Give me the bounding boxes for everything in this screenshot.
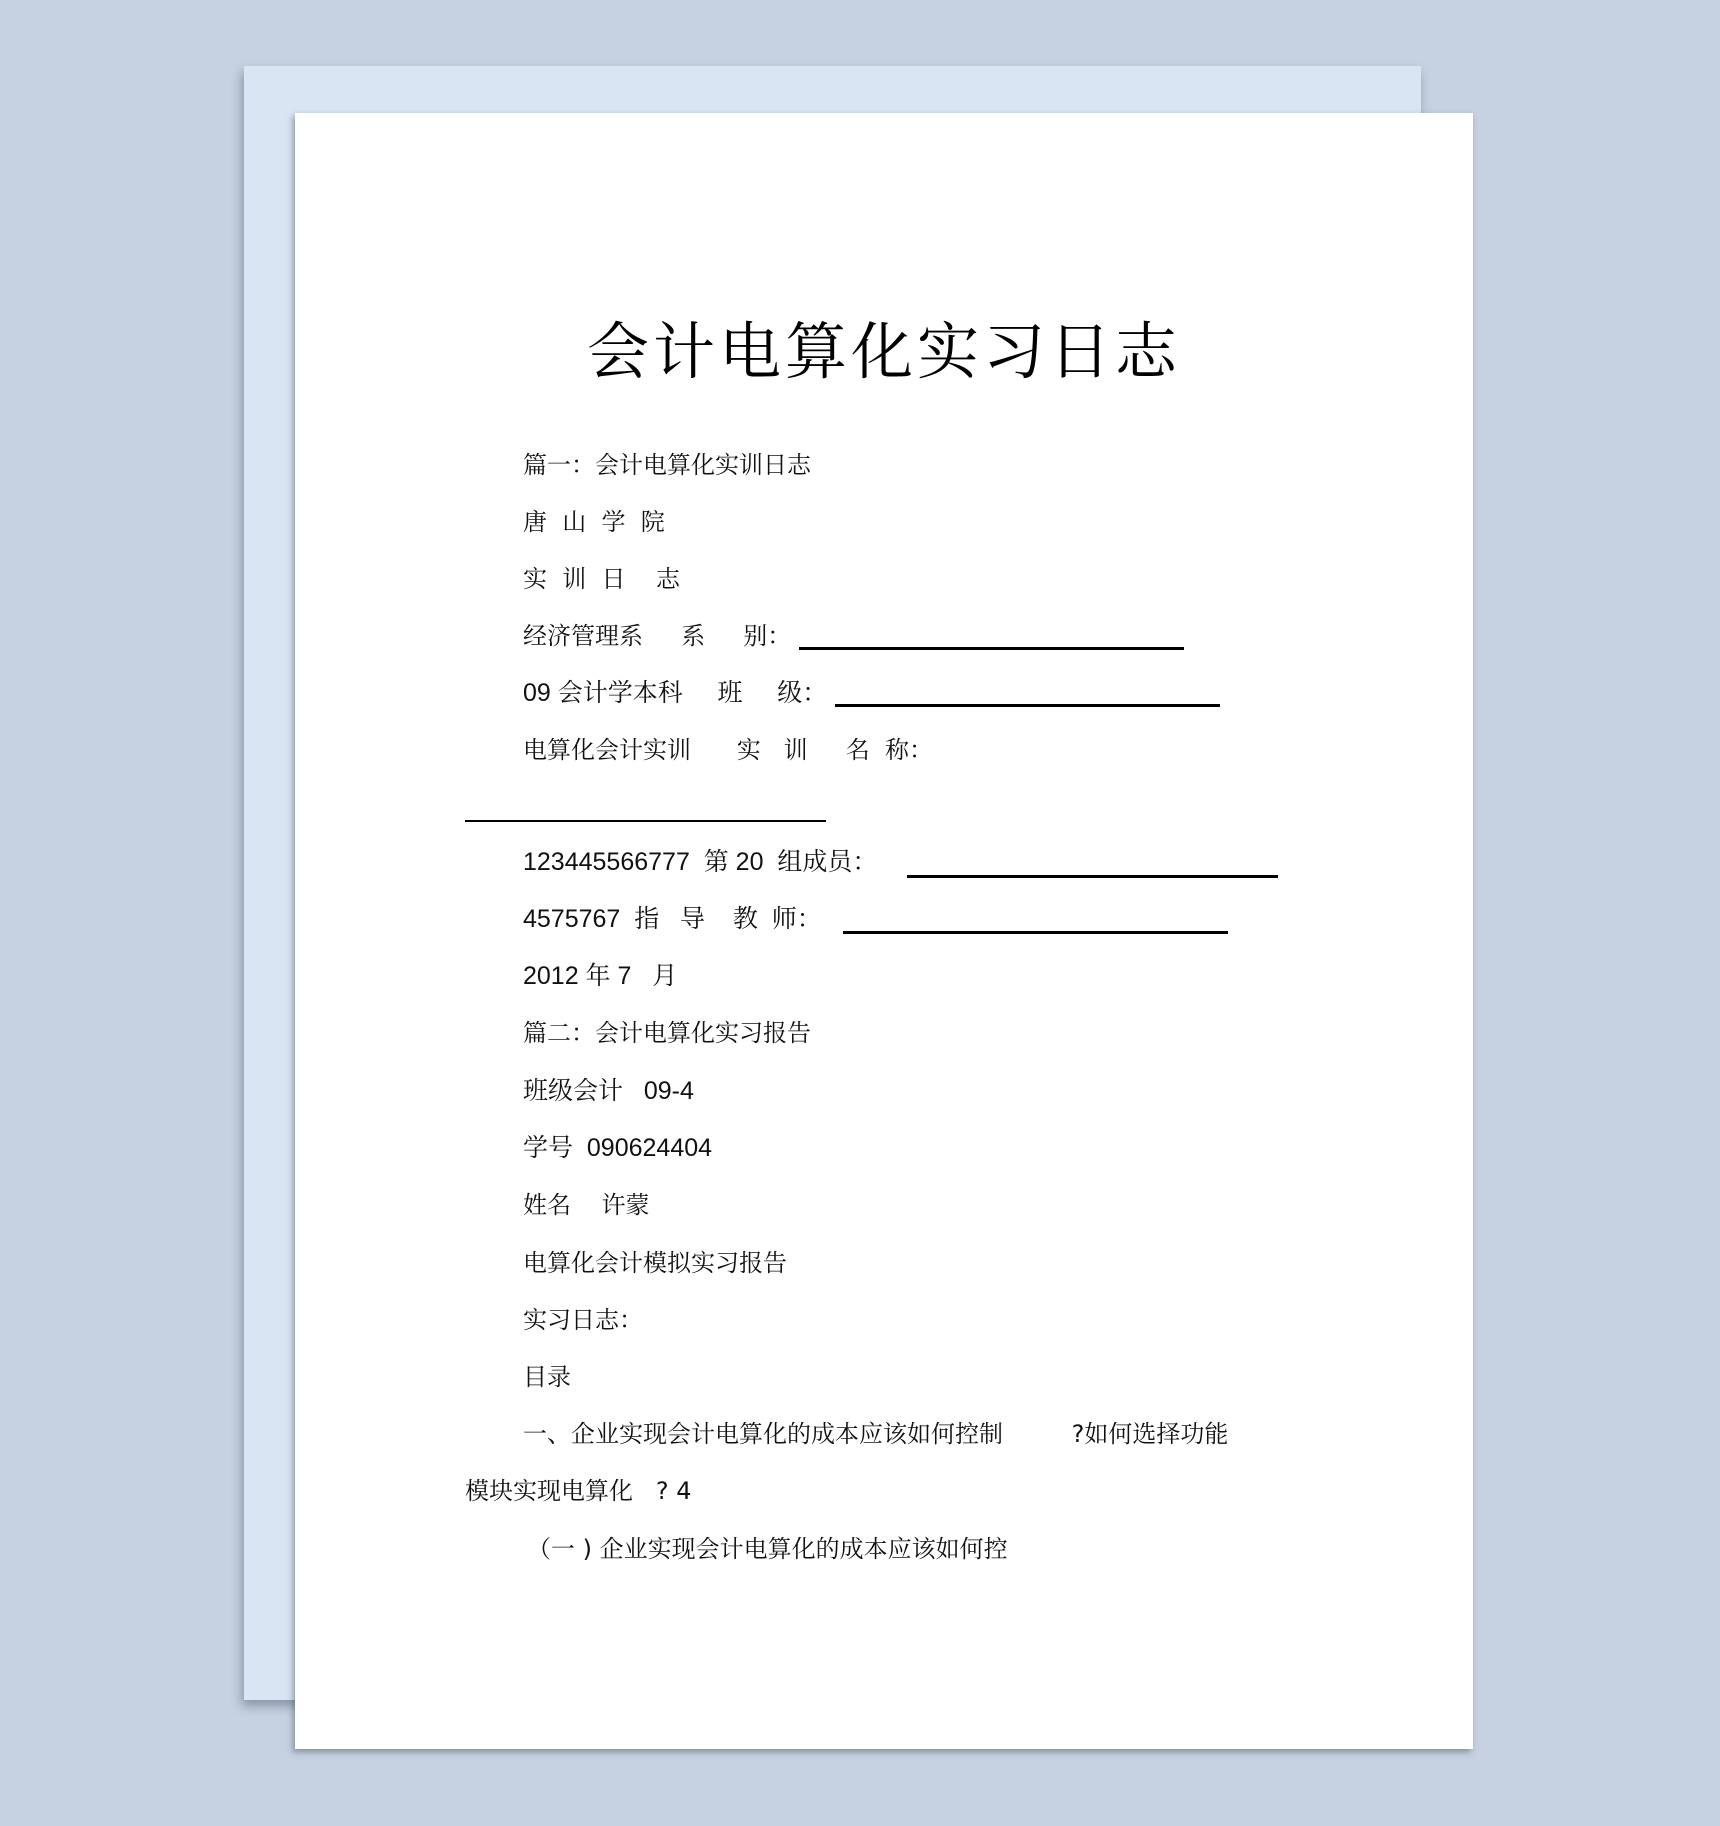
student-name: 姓名 许蒙	[523, 1191, 650, 1219]
toc-heading: 目录	[523, 1363, 571, 1391]
department-field-label: 经济管理系 系 别：	[523, 622, 792, 650]
date-line: 2012 年 7 月	[523, 962, 678, 990]
student-id: 学号 090624404	[523, 1134, 713, 1162]
document-title: 会计电算化实习日志	[586, 315, 1181, 388]
report-title: 电算化会计模拟实习报告	[523, 1249, 787, 1277]
toc-subitem-1: （一 ) 企业实现会计电算化的成本应该如何控	[527, 1535, 1008, 1563]
log-heading: 实习日志：	[523, 1306, 643, 1334]
training-name-blank-line	[465, 820, 826, 822]
document-page	[295, 113, 1473, 1749]
training-log-label: 实 训 日 志	[523, 565, 681, 593]
group-members-blank-line	[907, 875, 1278, 878]
section-heading-part-one: 篇一：会计电算化实训日志	[523, 451, 811, 479]
school-name: 唐 山 学 院	[523, 508, 665, 536]
class-field-label: 09 会计学本科 班 级：	[523, 679, 828, 707]
instructor-field-label: 4575767 指 导 教 师：	[523, 905, 822, 933]
class-blank-line	[835, 704, 1220, 707]
group-members-field-label: 123445566777 第 20 组成员：	[523, 848, 878, 876]
toc-item-1-continued: 模块实现电算化 ? 4	[465, 1477, 692, 1505]
toc-item-1: 一、企业实现会计电算化的成本应该如何控制 ?如何选择功能	[523, 1420, 1229, 1448]
training-name-field-label: 电算化会计实训 实 训 名 称：	[523, 736, 934, 764]
instructor-blank-line	[843, 931, 1228, 934]
section-heading-part-two: 篇二：会计电算化实习报告	[523, 1019, 811, 1047]
class-info: 班级会计 09-4	[523, 1077, 694, 1105]
department-blank-line	[799, 647, 1184, 650]
